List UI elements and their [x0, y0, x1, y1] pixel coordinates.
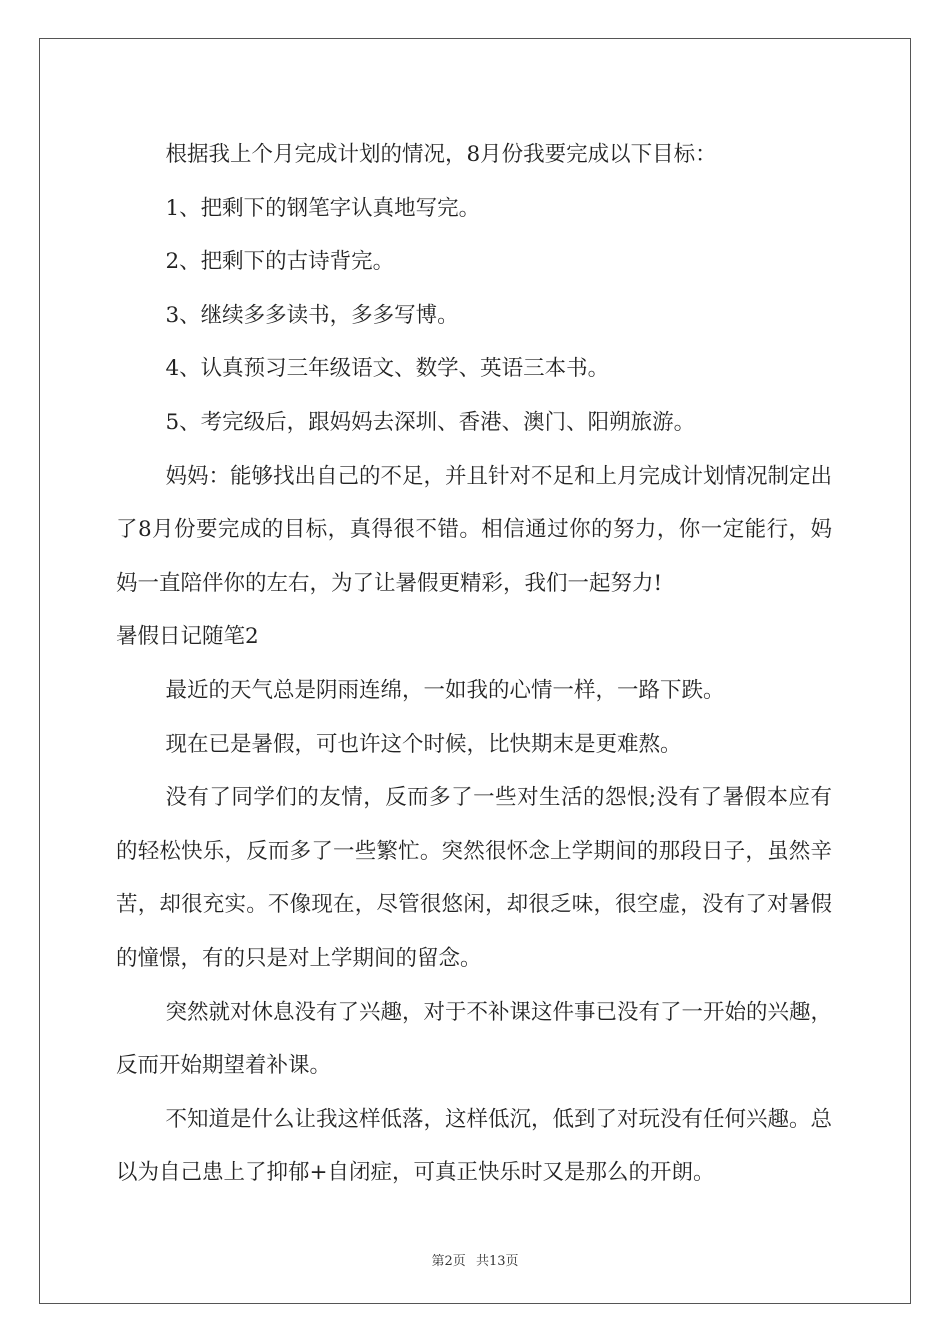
paragraph: 没有了同学们的友情，反而多了一些对生活的怨恨;没有了暑假本应有的轻松快乐，反而多了一些繁忙。突然很怀念上学期间的那段日子，虽然辛苦，却很充实。不像现在，尽管很悠闲，却很乏味，很空虚，没有了对暑假的憧憬，有的只是对上学期间的留念。	[116, 785, 832, 971]
paragraph: 妈妈：能够找出自己的不足，并且针对不足和上月完成计划情况制定出了8月份要完成的目标，真得很不错。相信通过你的努力，你一定能行，妈妈一直陪伴你的左右，为了让暑假更精彩，我们一起努力!	[116, 463, 832, 596]
paragraph: 根据我上个月完成计划的情况，8月份我要完成以下目标：	[165, 142, 717, 167]
paragraph: 突然就对休息没有了兴趣，对于不补课这件事已没有了一开始的兴趣，反而开始期望着补课。	[116, 999, 832, 1079]
list-item: 1、把剩下的钢笔字认真地写完。	[165, 195, 481, 221]
list-item: 3、继续多多读书，多多写博。	[165, 302, 459, 328]
page-number: 第2页	[431, 1254, 466, 1269]
list-item: 5、考完级后，跟妈妈去深圳、香港、澳门、阳朔旅游。	[165, 409, 696, 435]
page-footer	[0, 1250, 950, 1269]
paragraph: 不知道是什么让我这样低落，这样低沉，低到了对玩没有任何兴趣。总以为自己患上了抑郁+自闭症，可真正快乐时又是那么的开朗。	[116, 1106, 832, 1186]
paragraph: 最近的天气总是阴雨连绵，一如我的心情一样，一路下跌。	[165, 677, 725, 703]
page-total: 共13页	[475, 1254, 519, 1269]
list-item: 4、认真预习三年级语文、数学、英语三本书。	[165, 356, 610, 382]
paragraph: 现在已是暑假，可也许这个时候，比快期末是更难熬。	[165, 731, 682, 757]
list-item: 2、把剩下的古诗背完。	[165, 249, 395, 275]
document-body	[116, 128, 832, 1200]
section-heading: 暑假日记随笔2	[116, 624, 259, 650]
